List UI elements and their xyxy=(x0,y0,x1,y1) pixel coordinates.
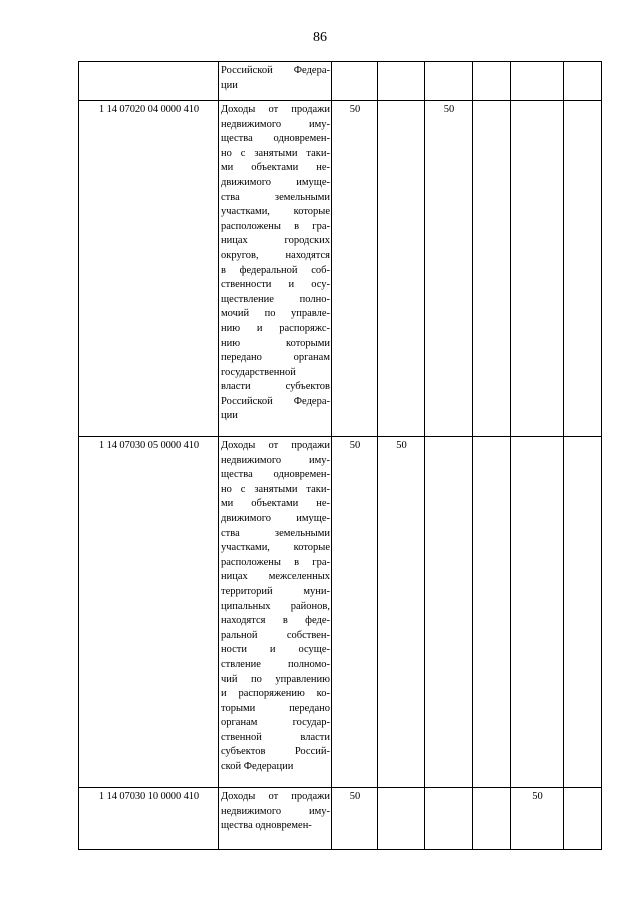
norm-percent-cell: 50 xyxy=(332,788,378,850)
description-line: щества одновремен- xyxy=(221,133,330,145)
description-line: в федеральной соб- xyxy=(221,264,330,276)
description-line: и распоряжению ко- xyxy=(221,688,330,700)
budget-classification-code: 1 14 07030 10 0000 410 xyxy=(79,788,219,850)
description-line: но с занятыми таки- xyxy=(221,483,330,495)
description-line: ции xyxy=(221,410,238,422)
norm-percent-cell xyxy=(473,62,511,101)
income-description xyxy=(219,788,332,850)
description-line: ства земельными xyxy=(221,191,330,203)
income-description xyxy=(219,62,332,101)
page-number: 86 xyxy=(313,30,327,45)
norm-percent-cell xyxy=(332,62,378,101)
description-line: мочий по управле- xyxy=(221,308,330,320)
description-line: округов, находятся xyxy=(221,249,330,261)
description-line: ществление полно- xyxy=(221,293,330,305)
description-line: расположены в гра- xyxy=(221,556,330,568)
description-line: участками, которые xyxy=(221,206,330,218)
norm-percent-cell: 50 xyxy=(378,437,425,788)
description-line: власти субъектов xyxy=(221,381,330,393)
description-line: ми объектами не- xyxy=(221,498,330,510)
description-line: государственной xyxy=(221,366,296,378)
description-line: территорий муни- xyxy=(221,585,330,597)
norm-percent-cell xyxy=(511,62,564,101)
description-line: передано органам xyxy=(221,352,330,364)
description-line: ницах городских xyxy=(221,235,330,247)
description-line: субъектов Россий- xyxy=(221,746,330,758)
description-line: участками, которые xyxy=(221,542,330,554)
description-line: движимого имуще- xyxy=(221,176,330,188)
table-row xyxy=(79,101,602,437)
description-line: Доходы от продажи xyxy=(221,104,330,115)
norm-percent-cell xyxy=(425,437,473,788)
description-line: ности и осуще- xyxy=(221,644,330,656)
description-line: ципальных районов, xyxy=(221,600,330,612)
norm-percent-cell: 50 xyxy=(332,437,378,788)
description-line: ральной собствен- xyxy=(221,629,330,641)
description-line: торыми передано xyxy=(221,702,330,714)
table-row xyxy=(79,788,602,850)
norm-percent-cell xyxy=(425,62,473,101)
description-line: но с занятыми таки- xyxy=(221,147,330,159)
description-line: ской Федерации xyxy=(221,761,294,773)
norm-percent-cell xyxy=(511,101,564,437)
description-line: нию и распоряжс- xyxy=(221,322,330,334)
table-row xyxy=(79,62,602,101)
norm-percent-cell xyxy=(378,62,425,101)
norm-percent-cell xyxy=(564,437,602,788)
description-line: щества одновремен- xyxy=(221,469,330,481)
norm-percent-cell xyxy=(564,101,602,437)
description-line: ственной власти xyxy=(221,731,330,743)
income-description xyxy=(219,101,332,437)
description-line: ницах межселенных xyxy=(221,571,330,583)
norm-percent-cell xyxy=(564,62,602,101)
norm-percent-cell: 50 xyxy=(332,101,378,437)
norm-percent-cell xyxy=(378,101,425,437)
norm-percent-cell xyxy=(378,788,425,850)
budget-classification-code: 1 14 07030 05 0000 410 xyxy=(79,437,219,788)
table-row xyxy=(79,437,602,788)
income-description xyxy=(219,437,332,788)
description-line: ственности и осу- xyxy=(221,279,330,291)
norm-percent-cell xyxy=(473,437,511,788)
norm-percent-cell xyxy=(473,101,511,437)
description-line: ства земельными xyxy=(221,527,330,539)
description-line: недвижимого иму- xyxy=(221,454,330,466)
norm-percent-cell xyxy=(473,788,511,850)
description-line: Российской Федера- xyxy=(221,65,330,76)
description-line: расположены в гра- xyxy=(221,220,330,232)
description-line: Доходы от продажи xyxy=(221,440,330,451)
description-line: Доходы от продажи xyxy=(221,791,330,802)
description-line: находятся в феде- xyxy=(221,615,330,627)
budget-classification-code: 1 14 07020 04 0000 410 xyxy=(79,101,219,437)
description-line: движимого имуще- xyxy=(221,512,330,524)
norm-percent-cell: 50 xyxy=(425,101,473,437)
norm-percent-cell xyxy=(564,788,602,850)
description-line: ми объектами не- xyxy=(221,162,330,174)
budget-classification-code xyxy=(79,62,219,101)
description-line: Российской Федера- xyxy=(221,395,330,407)
norm-percent-cell xyxy=(425,788,473,850)
description-line: щества одновремен- xyxy=(221,820,312,832)
description-line: недвижимого иму- xyxy=(221,805,330,817)
description-line: чий по управлению xyxy=(221,673,330,685)
description-line: недвижимого иму- xyxy=(221,118,330,130)
description-line: органам государ- xyxy=(221,717,330,729)
description-line: ствление полномо- xyxy=(221,658,330,670)
norm-percent-cell xyxy=(511,437,564,788)
revenue-table xyxy=(78,61,602,850)
norm-percent-cell: 50 xyxy=(511,788,564,850)
description-line: ции xyxy=(221,79,238,91)
description-line: нию которыми xyxy=(221,337,330,349)
